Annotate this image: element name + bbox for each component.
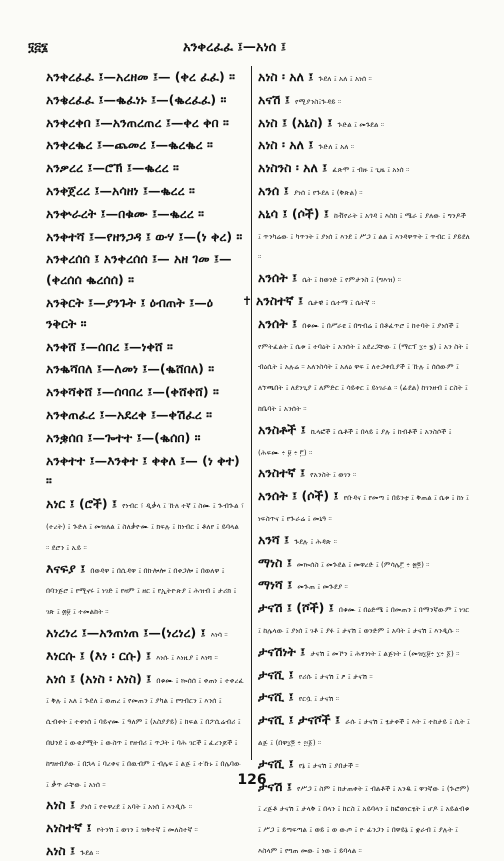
- headword: አኒሳ ፤ (ሶች) ፤: [258, 205, 329, 221]
- definition-text: የርሷ ፤ ታናሽ ።: [298, 694, 340, 704]
- headword: አንቄረፈፈ ፤—ቈፈነኑ ፤—(ቈረፈፈ) ።: [46, 91, 227, 107]
- definition-text: የነብር ፣ ዲቃላ ፤ ኹለ ተኛ ፤ ስሙ ፤ ጕብጕል ፣ (ተረት) ፤ ጕድለ ፤ መዝለል ፤ ስለቃዮሙ ፤ ክፍሉ ፤ ከነብር ፤ ቶለየ ፤ ይባላል ። ደሮን ፤ ኡይ ።: [46, 501, 244, 552]
- headword: አንቅርት ፤—ያንጉት ፤ ዕብጠት ፤—ዕ ንቅርት ።: [46, 294, 213, 331]
- dictionary-entry: [46, 134, 244, 155]
- definition-text: ጕድል ፤ መጉደል ።: [337, 119, 385, 129]
- dictionary-entry: [46, 558, 244, 620]
- headword: አንቀረቈረ ፤—ጨመረ ፤—ቈረቈረ ።: [46, 137, 213, 153]
- dictionary-entry: [258, 686, 470, 707]
- definition-text: ያነሰ ፤ የጕደለ ፤ (ቅጽል) ።: [293, 187, 363, 197]
- headword: አንስተኛ ፤: [256, 292, 304, 308]
- dictionary-entry: [258, 641, 470, 662]
- headword: አንቀተሻ ፤—የዘንጋዳ ፤ ውሃ ፤—(ነ ቀረ) ።: [46, 228, 243, 244]
- headword: አንቃረረ ፤—ሮኽ ፤—ቈረረ ።: [46, 160, 179, 176]
- dictionary-entry: [258, 267, 470, 288]
- headword: አንቀተተ ፤—እንቀተ ፤ ቀቀለ ፤— (ነ ቀተ) ።: [46, 452, 240, 489]
- dictionary-entry: [258, 485, 470, 527]
- headword: አንሰት ፤: [258, 270, 298, 286]
- dictionary-entry: [258, 89, 470, 110]
- dictionary-entry: [46, 203, 244, 224]
- headword: አንቀረቀበ ፤—አንጠረጠረ ፤—ቀረ ቀበ ።: [46, 114, 229, 130]
- headword: አንቀሸ ፤—ሰበረ ፤—ነቀሸ ።: [46, 338, 173, 354]
- definition-text: መኰሰስ ፤ መጕደል ፤ መዋረድ ፤ (ምሳሌ፫ ፥ ፳፬) ።: [296, 559, 430, 569]
- headword: ማነስ ፤: [258, 554, 292, 570]
- definition-text: ጕደለ ፤ አለ ፤ አነሰ ።: [318, 74, 372, 83]
- dictionary-entry: [258, 552, 470, 573]
- headword: ታናሽ ፤ (ሾች) ፤: [258, 600, 334, 616]
- page-number: 126: [237, 772, 267, 788]
- dictionary-entry: [258, 313, 470, 417]
- dictionary-entry: [258, 134, 470, 155]
- definition-text: የኔ ፤ ታናሽ ፤ ያበታች ።: [298, 760, 359, 770]
- headword: አንቀጠፈረ ፤—አደረቀ ፤—ቀሽፈረ ።: [46, 406, 212, 422]
- definition-text: ሴታዊ ፤ ሴተማ ፤ ሴትኛ ።: [308, 297, 376, 307]
- dictionary-entry: [46, 645, 244, 666]
- dictionary-entry: [46, 336, 244, 357]
- headword: እናፍያ ፤: [46, 560, 86, 576]
- definition-text: የሪሱ ፤ ታናሽ ፤ ፆ ፤ ታናሽ ።: [298, 671, 373, 681]
- dictionary-entry: [258, 112, 470, 133]
- dictionary-entry: [46, 794, 244, 815]
- dictionary-entry: [46, 622, 244, 643]
- definition-text: በቁሙ ፤ በዕድሜ ፤ በመጠን ፤ በማንኛውም ፤ ነገር ፤ ከሌላው ፤ ያነሰ ፤ ገቶ ፤ ያፉ ፤ ታናሽ ፤ ወንድም ፤ አባት ፤ ታናሽ ፤ እንዲሱ ።: [258, 605, 470, 635]
- headword: አነር ፤ (ሮች) ፤: [46, 496, 118, 512]
- definition-text: ጕደሉ ፤ ሕዳጽ ።: [294, 536, 337, 546]
- headword: አንስቶች ፤: [258, 421, 306, 437]
- headword: አንቀጀረረ ፤—አሳዘነ ፤—ቈረረ ።: [46, 182, 195, 198]
- dictionary-entry: [258, 66, 470, 87]
- header-left-numeral: ፶፭፮: [28, 40, 49, 54]
- running-title: አንቀረፈፈ ፤—አነሰ ፤: [183, 40, 287, 55]
- headword: ታናሺ ፤: [258, 755, 294, 771]
- definition-text: ያነሰ ፤ የተዋረደ ፤ አባት ፤ አነሰ ፤ እንዲሱ ።: [80, 802, 193, 812]
- definition-text: ሴት ፤ ከወንድ ፤ የምታንስ ፤ (ግእዝ) ።: [302, 275, 401, 285]
- definition-text: ጕድለ ፤ አለ ።: [318, 142, 355, 152]
- headword: አንቍራረት ፤—በቁሙ ፤—ቈረረ ።: [46, 205, 204, 221]
- headword: አነስ ፤: [46, 797, 76, 813]
- dictionary-entry: [46, 248, 244, 290]
- definition-text: እነሳ ።: [210, 629, 228, 639]
- definition-text: በቁሙ ፤ በሥራዩ ፤ በግብሬ ፤ በቶፈጥሮ ፤ ከተባት ፤ ያነሰች ፤ የምትፈልት ፤ ሴቱ ፤ ተባዕት ፤ አንሰት ፤ አደረጋቸው ፤ (ማርፕ ፲፥ ፮) ፤ አን ስት ፤ ብዕሲት ፤ አሉሬ ። አለንስሳት ፤ አለዕ ዋፍ ፤ ለተጋቀቢያች ፤ ኹሉ ፤ ሰሰውም ፤ ለኘጫበት ፤ ለደንጊያ ፤ ለምድር ፤ ሳይቀር ፤ ይነገራል ። (ፊደል) ከገንዘብ ፤ ርስት ፤ ከቤባት ፤ አንሰት ።: [258, 320, 469, 413]
- dictionary-entry: [46, 493, 244, 555]
- column-divider: [251, 66, 252, 760]
- definition-text: ራሱ ፤ ታናሽ ፤ ፂታቀች ፤ እት ፤ ተከታይ ፤ ሲት ፤ ልጅ ፤ (በዋ፲፬ ፥ ፵፩) ።: [258, 717, 470, 747]
- headword: ታናሺ ፤ ታናሾች ፤: [258, 712, 341, 728]
- definition-text: ጕደል ።: [80, 847, 100, 857]
- dictionary-entry: [46, 66, 244, 87]
- dictionary-entry: [46, 226, 244, 247]
- definition-text: ኪላፎች ፤ ሴቶች ፤ በላይ ፤ ያሉ ፤ ከብቶች ፤ አንስሶች ፤ (ሕፍሙ ፥ ፱ ፥ ፫) ።: [258, 426, 452, 457]
- running-header: [28, 40, 474, 60]
- headword: አነስተኛ ፤: [46, 820, 92, 836]
- headword: አነስ ፤ (አኒስ) ፤: [258, 114, 333, 130]
- definition-text: ታናሽ ፤ መኾን ፤ ሕፃንነት ፤ ልጅነት ፤ (መዝ፲፱፥ ፲፥ ፩) ።: [310, 648, 460, 658]
- headword: አንሰት ፤: [258, 315, 298, 331]
- dictionary-entry: [46, 840, 244, 861]
- headword: ታናሺ ፤: [258, 689, 294, 705]
- headword: አንቈሻበለ ፤—ለመነ ፤—(ቈሸበለ) ።: [46, 361, 215, 377]
- headword: አነረነረ ፤—አንጠነጠ ፤—(ነረነረ) ፤: [46, 624, 206, 640]
- headword: ማነሻ ፤: [258, 577, 293, 593]
- headword: አነስንስ ፡ አለ ፤: [258, 160, 328, 176]
- dictionary-entry: [46, 817, 244, 838]
- left-column: [46, 66, 244, 858]
- definition-text: ፈጽሞ ፤ ብዙ ፤ ጊዜ ፤ አነሰ ።: [332, 165, 410, 175]
- dictionary-entry: [258, 709, 470, 751]
- definition-text: የትንሽ ፤ ወገን ፤ ዝቅተኛ ፤ መለስተኛ ።: [96, 825, 198, 835]
- definition-text: በቁሙ ፤ ኰሰሰ ፤ ቀጠነ ፤ ተቀረፈ ፤ ቅሉ ፤ አለ ፤ ጕደለ ፤ ወጠረ ፤ የመጠን ፤ ያካል ፤ የግብርን ፤ እንሰ ፤ ሲብቀት ፤ ተቀነሰ ፤ ባይኖሙ ፤ ዓለም ፤ (አስያያይ) ፤ ከፍል ፤ በፖሲሬብሪ ፤ በህንደ ፤ ውቂያሚት ፤ ውስጥ ፤ የዘብሪ ፤ ጥጋት ፤ ባሕ ገርች ፤ ፈረንጆች ፤ ከግዘብያው ፤ በኋላ ፤ ባረቀና ፤ በዉብም ፤ ብሌፍ ፤ ልጅ ፤ ተኹኑ ፤ በሌባው ፤ ቃጥ ራቸው ፤ አነሰ ።: [46, 675, 244, 789]
- definition-text: እነሱ ፤ እነዚያ ፤ እነሻ ።: [156, 652, 218, 662]
- dictionary-entry: [46, 157, 244, 178]
- headword: አንሻ ፤: [258, 531, 290, 547]
- dictionary-entry: [46, 358, 244, 379]
- dictionary-entry: [258, 529, 470, 550]
- definition-text: የአንስት ፤ ወገን ።: [310, 470, 357, 480]
- headword: አነስ ፤: [46, 842, 76, 858]
- headword: አንቌሰበ ፤—ጐተተ ፤—(ቈሰበ) ።: [46, 429, 201, 445]
- dictionary-entry: [258, 753, 470, 774]
- dictionary-entry: [46, 404, 244, 425]
- dictionary-entry: [46, 381, 244, 402]
- headword: አንሰት ፤ (ሶች) ፤: [258, 488, 339, 504]
- dictionary-entry: [46, 180, 244, 201]
- headword: ታናሽነት ፤: [258, 643, 306, 659]
- margin-mark: ✝: [242, 293, 253, 308]
- headword: አናሽ ፤: [258, 91, 290, 107]
- dictionary-entry: [258, 462, 470, 483]
- headword: አንቀረሰሰ ፤ አንቀረሰሰ ፤— አዘ ገመ ፤—(ቀረሰሰ ቈረሰሰ) ።: [46, 251, 232, 288]
- dictionary-entry: [242, 290, 470, 311]
- headword: አንቀረፈፈ ፤—አረዘመ ፤— (ቀረ ፈፈ) ።: [46, 69, 235, 84]
- headword: አንስተኛ ፤: [258, 465, 306, 481]
- headword: አንቀሻቀሸ ፤—ሰባበረ ፤—(ቀሸቀሸ) ።: [46, 384, 219, 400]
- dictionary-entry: [258, 664, 470, 685]
- headword: ታናሺ ፤: [258, 666, 294, 682]
- headword: አነስ ፡ አለ ፤: [258, 69, 314, 84]
- dictionary-entry: [46, 450, 244, 492]
- dictionary-entry: [46, 89, 244, 110]
- dictionary-entry: [46, 112, 244, 133]
- definition-text: የሚያንስ፤ጕዳይ ።: [294, 96, 342, 106]
- headword: አንሰ ፤: [258, 182, 289, 198]
- dictionary-entry: [258, 157, 470, 178]
- headword: አነስ ፡ አለ ፤: [258, 137, 314, 153]
- dictionary-entry: [258, 574, 470, 595]
- dictionary-entry: [46, 427, 244, 448]
- dictionary-entry: [258, 419, 470, 461]
- headword: አነሰ ፤ (አነስ ፡ አነስ) ፤: [46, 670, 152, 686]
- definition-text: የሥጋ ፤ ስም ፤ ከታጠቀት ፤ ብልቶች ፤ አንዱ ፤ ዋንኛው ፤ (ጕሮም) ፤ ረጅቶ ታናሽ ፤ ታላቅ ፤ በላን ፤ ከርስ ፤ አይባላን ፤ ከፎወነርፂት ፤ ሆዶ ፤ አይልብቁ ፤ ሥጋ ፤ ይጣፍጣል ፤ ወይ ፤ ወ ውጦ ፤ ዮ ፊንጋን ፤ በዋይኔ ፤ ቋራብ ፤ ያሉት ፤ እስላም ፤ የግጠ መው ፤ ነው ፤ ይባላል ።: [258, 783, 470, 855]
- headword: እነርሱ ፤ (እነ ፡ ርሱ) ፤: [46, 647, 152, 663]
- dictionary-entry: [258, 180, 470, 201]
- definition-text: የቡዳና ፤ የመጣ ፤ በይንቲ ፤ ቅጠል ፤ ሴቱ ፤ ከነ ፤ ነፍስጥና ፤ የጕራሬ ፤ መኒዓ ።: [258, 493, 469, 523]
- dictionary-entry: [46, 292, 244, 334]
- definition-text: መጕጠ ፤ መጕደያ ።: [297, 582, 348, 592]
- dictionary-entry: [258, 597, 470, 639]
- definition-text: በወዳዋ ፤ በሲዳዋ ፤ በኩሎሎ ፤ በቀጋሎ ፤ በወለዋ ፤ በባንጅሮ ፤ የሚኖሩ ፤ ነገድ ፤ የዛም ፤ ዘር ፤ የኢትዮጵያ ፤ ሕዝብ ፤ ታሪክ ፤ ገጽ ፤ ፴፱ ፤ ተመልከት ።: [46, 565, 237, 617]
- definition-text: ከቭየራት ፤ አጎዳ ፤ እስከ ፤ ሜራ ፤ ያለው ፤ ግንዶች ፤ ጥንካሬው ፤ ካጥንት ፤ ያነሰ ፤ እንደ ፤ ሥጋ ፤ ልል ፤ እንዳዋጥት ፤ ጥብር ፤ ያይደለ ።: [258, 210, 470, 262]
- dictionary-entry: [258, 203, 470, 265]
- headword: ታናሽ ፤: [258, 778, 292, 794]
